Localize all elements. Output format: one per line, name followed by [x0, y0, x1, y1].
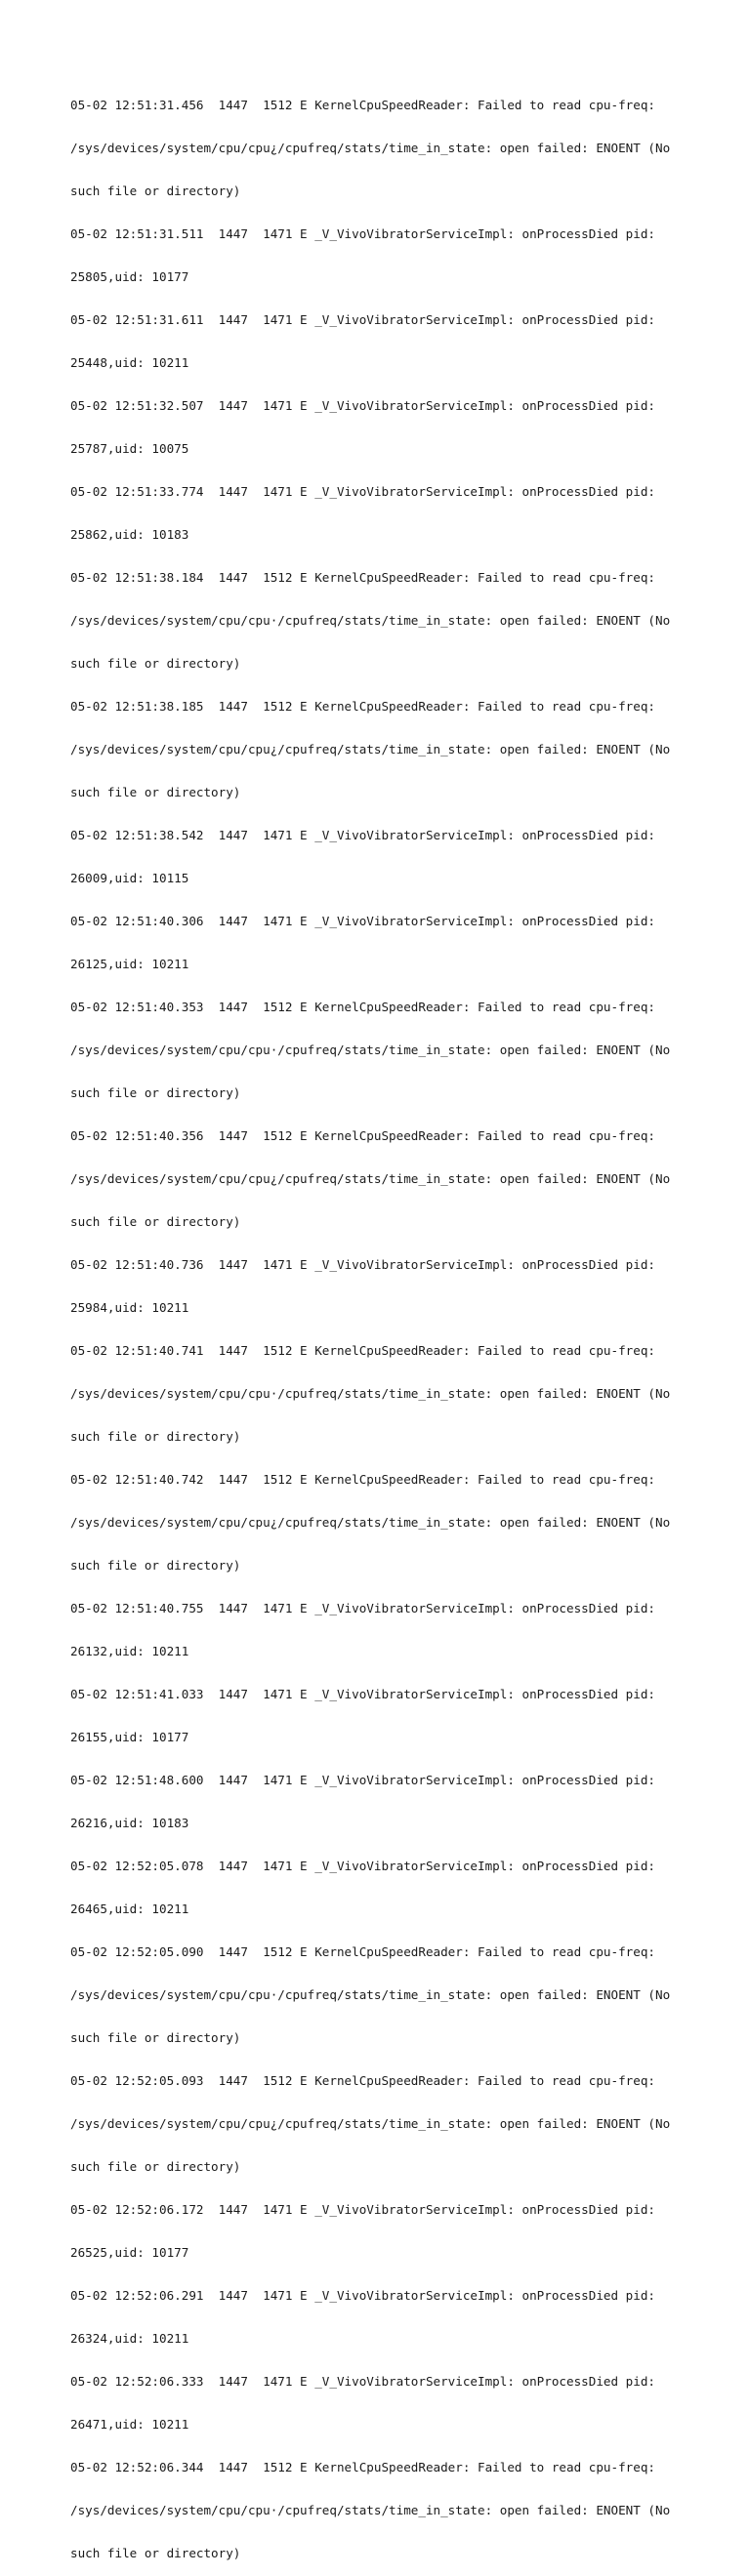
- log-line: 25787,uid: 10075: [70, 441, 189, 457]
- log-line: 05-02 12:51:40.356 1447 1512 E KernelCpuSpeedReader: Failed to read cpu-freq:: [70, 1128, 655, 1144]
- log-line: 05-02 12:52:06.172 1447 1471 E _V_VivoVibratorServiceImpl: onProcessDied pid:: [70, 2202, 655, 2218]
- log-line: 26125,uid: 10211: [70, 957, 189, 972]
- log-line: /sys/devices/system/cpu/cpu·/cpufreq/stats/time_in_state: open failed: ENOENT (No: [70, 613, 671, 629]
- log-line: 26009,uid: 10115: [70, 871, 189, 886]
- log-line: 26155,uid: 10177: [70, 1730, 189, 1745]
- log-line: 05-02 12:52:05.078 1447 1471 E _V_VivoVibratorServiceImpl: onProcessDied pid:: [70, 1859, 655, 1874]
- log-line: 05-02 12:52:05.093 1447 1512 E KernelCpuSpeedReader: Failed to read cpu-freq:: [70, 2073, 655, 2089]
- log-line: /sys/devices/system/cpu/cpu·/cpufreq/stats/time_in_state: open failed: ENOENT (No: [70, 1386, 671, 1402]
- log-line: such file or directory): [70, 656, 241, 672]
- log-line: 25862,uid: 10183: [70, 527, 189, 543]
- log-line: 05-02 12:51:38.185 1447 1512 E KernelCpuSpeedReader: Failed to read cpu-freq:: [70, 699, 655, 715]
- log-line: /sys/devices/system/cpu/cpu¿/cpufreq/stats/time_in_state: open failed: ENOENT (No: [70, 742, 671, 757]
- log-line: such file or directory): [70, 184, 241, 199]
- log-line: 05-02 12:51:32.507 1447 1471 E _V_VivoVibratorServiceImpl: onProcessDied pid:: [70, 398, 655, 414]
- log-line: 05-02 12:51:40.353 1447 1512 E KernelCpuSpeedReader: Failed to read cpu-freq:: [70, 1000, 655, 1015]
- log-line: 05-02 12:52:06.333 1447 1471 E _V_VivoVibratorServiceImpl: onProcessDied pid:: [70, 2374, 655, 2390]
- log-line: 05-02 12:51:33.774 1447 1471 E _V_VivoVibratorServiceImpl: onProcessDied pid:: [70, 484, 655, 500]
- log-line: 05-02 12:51:38.184 1447 1512 E KernelCpuSpeedReader: Failed to read cpu-freq:: [70, 570, 655, 586]
- log-line: 25448,uid: 10211: [70, 355, 189, 371]
- log-document: [70, 70, 695, 2576]
- log-line: 05-02 12:51:38.542 1447 1471 E _V_VivoVibratorServiceImpl: onProcessDied pid:: [70, 828, 655, 843]
- log-line: 05-02 12:51:31.456 1447 1512 E KernelCpuSpeedReader: Failed to read cpu-freq:: [70, 98, 655, 113]
- log-line: such file or directory): [70, 1214, 241, 1230]
- log-line: 05-02 12:51:31.511 1447 1471 E _V_VivoVibratorServiceImpl: onProcessDied pid:: [70, 226, 655, 242]
- log-line: 26471,uid: 10211: [70, 2417, 189, 2433]
- log-line: 05-02 12:51:41.033 1447 1471 E _V_VivoVibratorServiceImpl: onProcessDied pid:: [70, 1687, 655, 1702]
- log-line: such file or directory): [70, 1429, 241, 1445]
- log-line: 05-02 12:51:40.755 1447 1471 E _V_VivoVibratorServiceImpl: onProcessDied pid:: [70, 1601, 655, 1616]
- log-line: /sys/devices/system/cpu/cpu¿/cpufreq/stats/time_in_state: open failed: ENOENT (No: [70, 1171, 671, 1187]
- log-line: /sys/devices/system/cpu/cpu¿/cpufreq/stats/time_in_state: open failed: ENOENT (No: [70, 2116, 671, 2132]
- log-line: 26525,uid: 10177: [70, 2245, 189, 2261]
- log-line: 05-02 12:51:40.306 1447 1471 E _V_VivoVibratorServiceImpl: onProcessDied pid:: [70, 914, 655, 929]
- log-line: /sys/devices/system/cpu/cpu¿/cpufreq/stats/time_in_state: open failed: ENOENT (No: [70, 1515, 671, 1531]
- log-line: such file or directory): [70, 1558, 241, 1574]
- log-line: 26324,uid: 10211: [70, 2331, 189, 2347]
- log-line: /sys/devices/system/cpu/cpu¿/cpufreq/stats/time_in_state: open failed: ENOENT (No: [70, 141, 671, 156]
- log-line: such file or directory): [70, 785, 241, 800]
- log-line: such file or directory): [70, 1085, 241, 1101]
- log-line: 26216,uid: 10183: [70, 1816, 189, 1831]
- log-line: 05-02 12:51:48.600 1447 1471 E _V_VivoVibratorServiceImpl: onProcessDied pid:: [70, 1773, 655, 1788]
- log-line: 26132,uid: 10211: [70, 1644, 189, 1659]
- log-line: 25805,uid: 10177: [70, 269, 189, 285]
- log-line: 26465,uid: 10211: [70, 1901, 189, 1917]
- log-line: /sys/devices/system/cpu/cpu·/cpufreq/stats/time_in_state: open failed: ENOENT (No: [70, 1043, 671, 1058]
- log-line: 05-02 12:51:40.736 1447 1471 E _V_VivoVibratorServiceImpl: onProcessDied pid:: [70, 1257, 655, 1273]
- log-line: such file or directory): [70, 2030, 241, 2046]
- log-line: such file or directory): [70, 2546, 241, 2561]
- log-line: 05-02 12:52:06.291 1447 1471 E _V_VivoVibratorServiceImpl: onProcessDied pid:: [70, 2288, 655, 2304]
- log-line: /sys/devices/system/cpu/cpu·/cpufreq/stats/time_in_state: open failed: ENOENT (No: [70, 2503, 671, 2518]
- log-line: 25984,uid: 10211: [70, 1300, 189, 1316]
- log-line: /sys/devices/system/cpu/cpu·/cpufreq/stats/time_in_state: open failed: ENOENT (No: [70, 1987, 671, 2003]
- log-line: 05-02 12:51:31.611 1447 1471 E _V_VivoVibratorServiceImpl: onProcessDied pid:: [70, 312, 655, 328]
- log-line: 05-02 12:51:40.742 1447 1512 E KernelCpuSpeedReader: Failed to read cpu-freq:: [70, 1472, 655, 1488]
- log-line: 05-02 12:52:06.344 1447 1512 E KernelCpuSpeedReader: Failed to read cpu-freq:: [70, 2460, 655, 2475]
- log-line: 05-02 12:52:05.090 1447 1512 E KernelCpuSpeedReader: Failed to read cpu-freq:: [70, 1944, 655, 1960]
- log-line: such file or directory): [70, 2159, 241, 2175]
- log-line: 05-02 12:51:40.741 1447 1512 E KernelCpuSpeedReader: Failed to read cpu-freq:: [70, 1343, 655, 1359]
